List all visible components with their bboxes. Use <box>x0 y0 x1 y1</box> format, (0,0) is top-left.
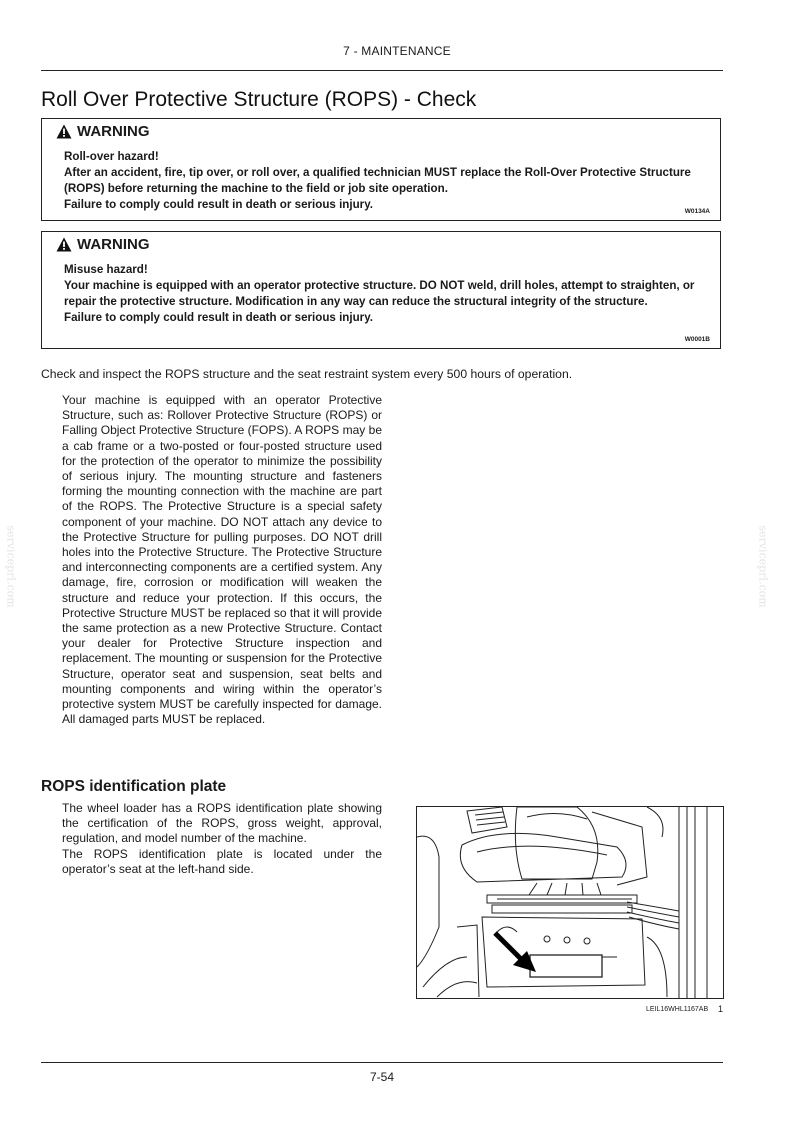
figure-number: 1 <box>718 1004 724 1014</box>
warning-triangle-icon <box>56 124 72 139</box>
warning-heading <box>56 123 150 140</box>
warning-triangle-icon <box>56 237 72 252</box>
footer-rule <box>41 1062 723 1063</box>
rops-plate-figure <box>416 806 724 999</box>
warning-box-rollover <box>41 118 721 221</box>
protective-structure-paragraph: Your machine is equipped with an operator Protective Structure, such as: Rollover Protective Structure (ROPS) or Falling Object Protective Structure (FOPS). A ROPS may be a cab frame or a two-posted or four-posted structure used for the protection of the operator to minimize the possibility of serious injury. The mounting structure and fasteners forming the mounting connection with the machine are part of the ROPS. The Protective Structure is a special safety component of your machine. DO NOT attach any device to the Protective Structure for pulling purposes. DO NOT drill holes into the Protective Structure. The Protective Structure and interconnecting components are a certified system. Any damage, fire, corrosion or modification will weaken the structure and reduce your protection. If this occurs, the Protective Structure MUST be replaced so that it will provide the same protection as a new Protective Structure. Contact your dealer for Protective Structure inspection and replacement. The mounting or suspension for the Protective Structure, operator seat and suspension, seat belts and mounting components and wiring within the operator’s protective system MUST be carefully inspected for damage. All damaged parts MUST be replaced. <box>62 393 382 727</box>
warning-label: WARNING <box>77 236 150 253</box>
page-number: 7-54 <box>369 1070 395 1084</box>
header-rule <box>41 70 723 71</box>
seat-illustration <box>417 807 723 998</box>
warning-instruction-line: Your machine is equipped with an operator protective structure. DO NOT weld, drill holes, attempt to straighten, or repair the protective structure. Modification in any way can reduce the structural integrity of the structure. <box>64 279 695 308</box>
warning-label: WARNING <box>77 123 150 140</box>
watermark: serviceprl.com <box>756 525 770 608</box>
warning-consequence-line: Failure to comply could result in death or serious injury. <box>64 198 374 211</box>
warning-text <box>64 262 704 326</box>
section-header: 7 - MAINTENANCE <box>343 44 451 58</box>
rops-plate-paragraph: The wheel loader has a ROPS identification plate showing the certification of the ROPS, gross weight, approval, regulation, and model number of the machine. <box>62 801 382 846</box>
watermark: serviceprl.com <box>4 525 18 608</box>
warning-box-misuse <box>41 231 721 349</box>
warning-consequence-line: Failure to comply could result in death or serious injury. <box>64 311 374 324</box>
warning-hazard-line: Misuse hazard! <box>64 263 148 276</box>
warning-code: W0001B <box>684 336 710 343</box>
rops-plate-heading: ROPS identification plate <box>41 778 227 795</box>
rops-plate-text <box>62 801 382 877</box>
figure-caption: LEIL16WHL1167AB <box>646 1006 709 1013</box>
warning-heading <box>56 236 150 253</box>
warning-instruction-line: After an accident, fire, tip over, or roll over, a qualified technician MUST replace the Roll-Over Protective Structure (ROPS) before returning the machine to the field or job site operation. <box>64 166 691 195</box>
warning-text <box>64 149 704 213</box>
inspection-interval-text: Check and inspect the ROPS structure and the seat restraint system every 500 hours of operation. <box>41 367 573 381</box>
rops-plate-location-paragraph: The ROPS identification plate is located under the operator’s seat at the left-hand side. <box>62 846 382 876</box>
warning-code: W0134A <box>684 208 710 215</box>
warning-hazard-line: Roll-over hazard! <box>64 150 159 163</box>
page-title: Roll Over Protective Structure (ROPS) - Check <box>41 88 477 111</box>
